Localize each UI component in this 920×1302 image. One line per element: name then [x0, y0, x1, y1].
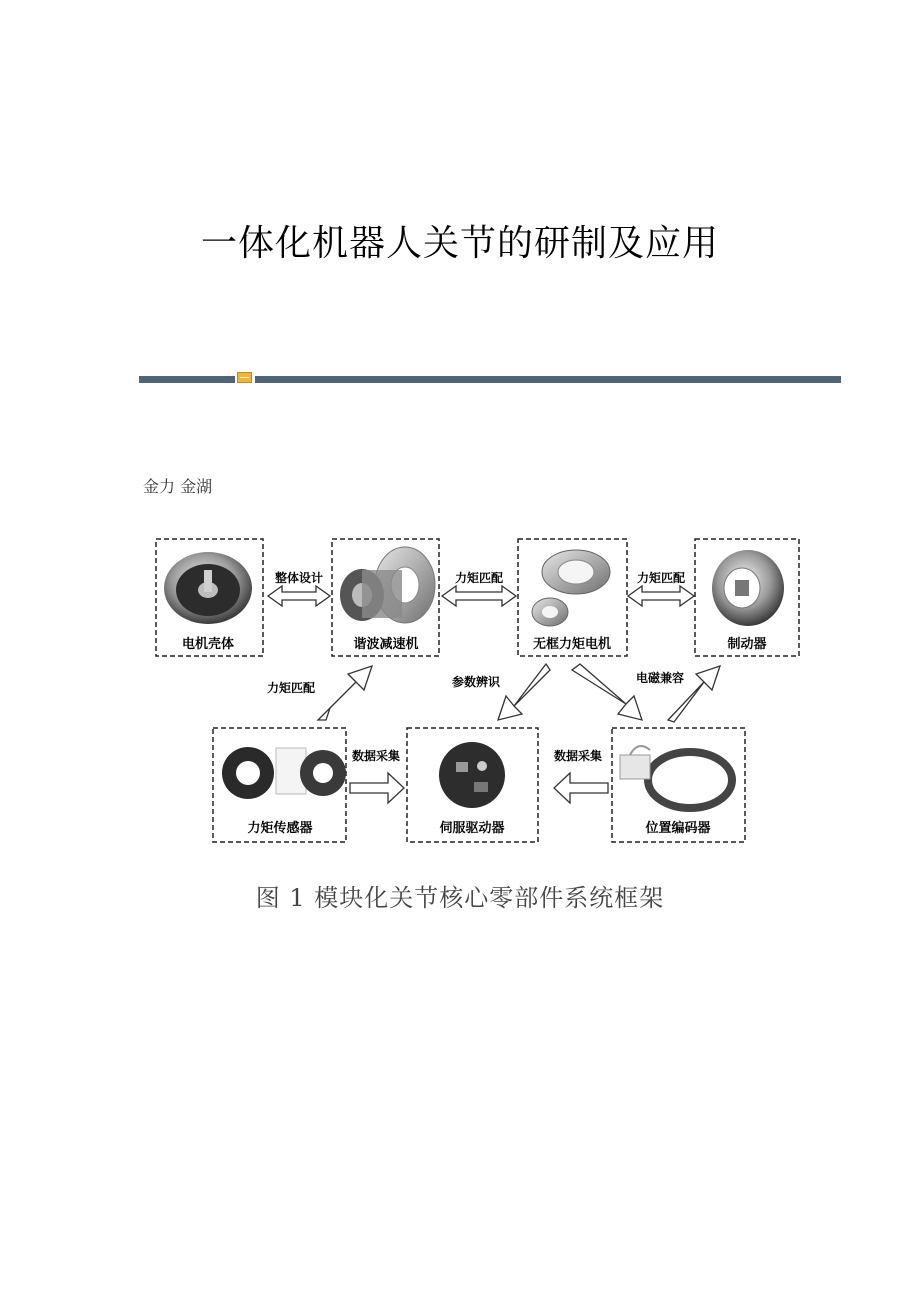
edge-label-data-acquisition-left: 数据采集 — [351, 749, 401, 763]
brake-image — [712, 550, 784, 626]
arrow-motor-to-encoder — [572, 664, 642, 720]
arrow-sensor-to-reducer — [318, 666, 372, 720]
node-label-brake: 制动器 — [727, 637, 767, 652]
divider-bar-left — [139, 376, 235, 383]
node-label-motor-housing: 电机壳体 — [181, 637, 235, 652]
divider-bar-right — [255, 376, 841, 383]
figure-caption: 图 1 模块化关节核心零部件系统框架 — [255, 884, 665, 912]
document-title: 一体化机器人关节的研制及应用 — [200, 223, 719, 264]
node-brake — [695, 539, 799, 656]
position-encoder-image — [620, 746, 732, 808]
edge-label-torque-match-top-right: 力矩匹配 — [636, 571, 686, 585]
authors: 金力 金湖 — [143, 477, 213, 496]
node-label-torque-sensor: 力矩传感器 — [247, 821, 313, 836]
node-label-servo-driver: 伺服驱动器 — [439, 821, 505, 836]
node-label-position-encoder: 位置编码器 — [645, 821, 711, 836]
arrow-sensor-to-driver — [350, 773, 404, 803]
edge-label-torque-match-top-left: 力矩匹配 — [454, 571, 504, 585]
arrow-encoder-to-driver — [554, 773, 608, 803]
edge-label-param-identification: 参数辨识 — [451, 675, 501, 689]
double-arrow-reducer-motor — [442, 586, 516, 606]
system-framework-figure — [150, 530, 810, 850]
double-arrow-motor-brake — [628, 586, 694, 606]
motor-housing-image — [164, 552, 252, 624]
edge-label-em-compatibility: 电磁兼容 — [635, 671, 685, 685]
arrow-motor-to-driver — [498, 664, 550, 720]
node-motor-housing — [156, 539, 263, 656]
edge-label-torque-match-left: 力矩匹配 — [266, 681, 316, 695]
title-divider — [139, 375, 841, 383]
torque-sensor-image — [222, 747, 346, 799]
servo-driver-image — [439, 742, 505, 808]
node-label-frameless-motor: 无框力矩电机 — [532, 637, 612, 652]
edge-label-overall-design: 整体设计 — [274, 571, 324, 585]
node-frameless-motor — [518, 539, 627, 656]
edge-label-data-acquisition-right: 数据采集 — [553, 749, 603, 763]
frameless-motor-image — [532, 550, 610, 626]
node-harmonic-reducer — [332, 539, 439, 656]
divider-emblem-icon — [237, 372, 252, 383]
node-servo-driver — [407, 728, 538, 842]
node-torque-sensor — [213, 728, 346, 842]
node-label-harmonic-reducer: 谐波减速机 — [353, 637, 419, 652]
harmonic-reducer-image — [340, 547, 435, 623]
double-arrow-housing-reducer — [268, 586, 330, 606]
node-position-encoder — [612, 728, 745, 842]
